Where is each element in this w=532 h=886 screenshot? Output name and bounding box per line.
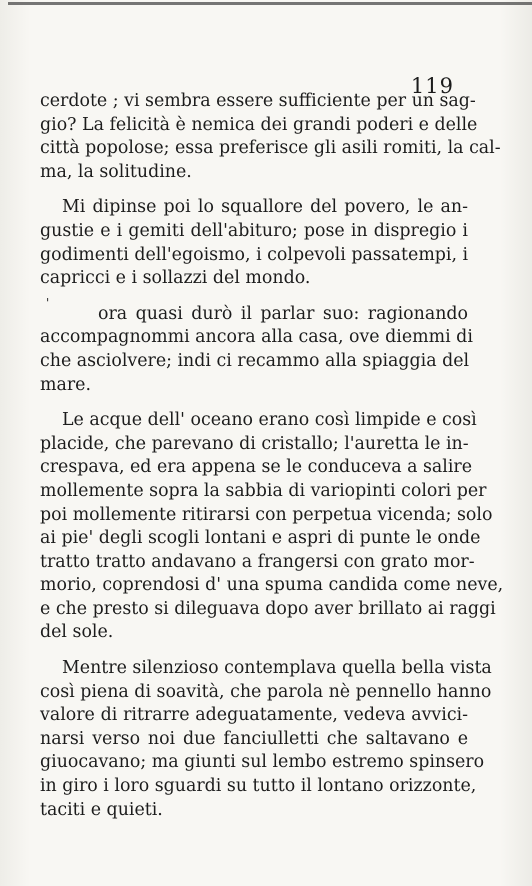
text-line: gio? La felicità è nemica dei grandi poderi e delle	[40, 114, 478, 135]
text-line: placide, che parevano di cristallo; l'auretta le in-	[40, 433, 469, 454]
text-line: del sole.	[40, 622, 114, 643]
text-line: ora quasi durò il parlar suo: ragionando	[98, 303, 468, 324]
margin-mark: '	[46, 296, 50, 310]
text-line: valore di ritrarre adeguatamente, vedeva avvici-	[40, 705, 468, 726]
text-line: godimenti dell'egoismo, i colpevoli passatempi, i	[40, 244, 469, 265]
text-line: ma, la solitudine.	[40, 161, 192, 182]
text-line: accompagnommi ancora alla casa, ove diemmi di	[40, 327, 473, 348]
paragraph-1	[40, 90, 501, 184]
paragraph-3	[40, 303, 473, 397]
page-number: 119	[410, 74, 454, 98]
text-line: Mentre silenzioso contemplava quella bella vista	[62, 658, 492, 679]
body-text	[40, 90, 504, 834]
text-line: mollemente sopra la sabbia di variopinti colori per	[40, 480, 487, 501]
text-line: crespava, ed era appena se le conduceva a salire	[40, 457, 473, 478]
text-line: ai pie' degli scogli lontani e aspri di punte le onde	[40, 528, 481, 549]
text-line: gustie e i gemiti dell'abituro; pose in dispregio i	[40, 220, 468, 241]
text-line: Le acque dell' oceano erano così limpide e così	[62, 410, 477, 431]
text-line: che asciolvere; indi ci recammo alla spiaggia del	[40, 350, 470, 371]
text-line: città popolose; essa preferisce gli asili romiti, la cal-	[40, 138, 501, 159]
text-line: taciti e quieti.	[40, 799, 163, 820]
text-line: giuocavano; ma giunti sul lembo estremo spinsero	[40, 752, 485, 773]
paragraph-4	[40, 409, 504, 645]
paragraph-5	[40, 657, 492, 822]
text-line: cerdote ; vi sembra essere sufficiente per un sag-	[40, 91, 476, 111]
text-line: narsi verso noi due fanciulletti che saltavano e	[40, 728, 468, 749]
text-line: morio, coprendosi d' una spuma candida come neve,	[40, 575, 504, 596]
page-top-edge	[8, 2, 532, 5]
text-line: e che presto si dileguava dopo aver brillato ai raggi	[40, 598, 496, 619]
text-line: Mi dipinse poi lo squallore del povero, le an-	[62, 197, 468, 218]
text-line: capricci e i sollazzi del mondo.	[40, 268, 311, 289]
text-line: poi mollemente ritirarsi con perpetua vicenda; solo	[40, 504, 493, 525]
text-line: tratto tratto andavano a frangersi con grato mor-	[40, 551, 475, 572]
text-line: così piena di soavità, che parola nè pennello hanno	[40, 681, 492, 702]
text-line: in giro i loro sguardi su tutto il lontano orizzonte,	[40, 776, 477, 797]
text-line: mare.	[40, 374, 91, 395]
paragraph-2	[40, 196, 468, 290]
